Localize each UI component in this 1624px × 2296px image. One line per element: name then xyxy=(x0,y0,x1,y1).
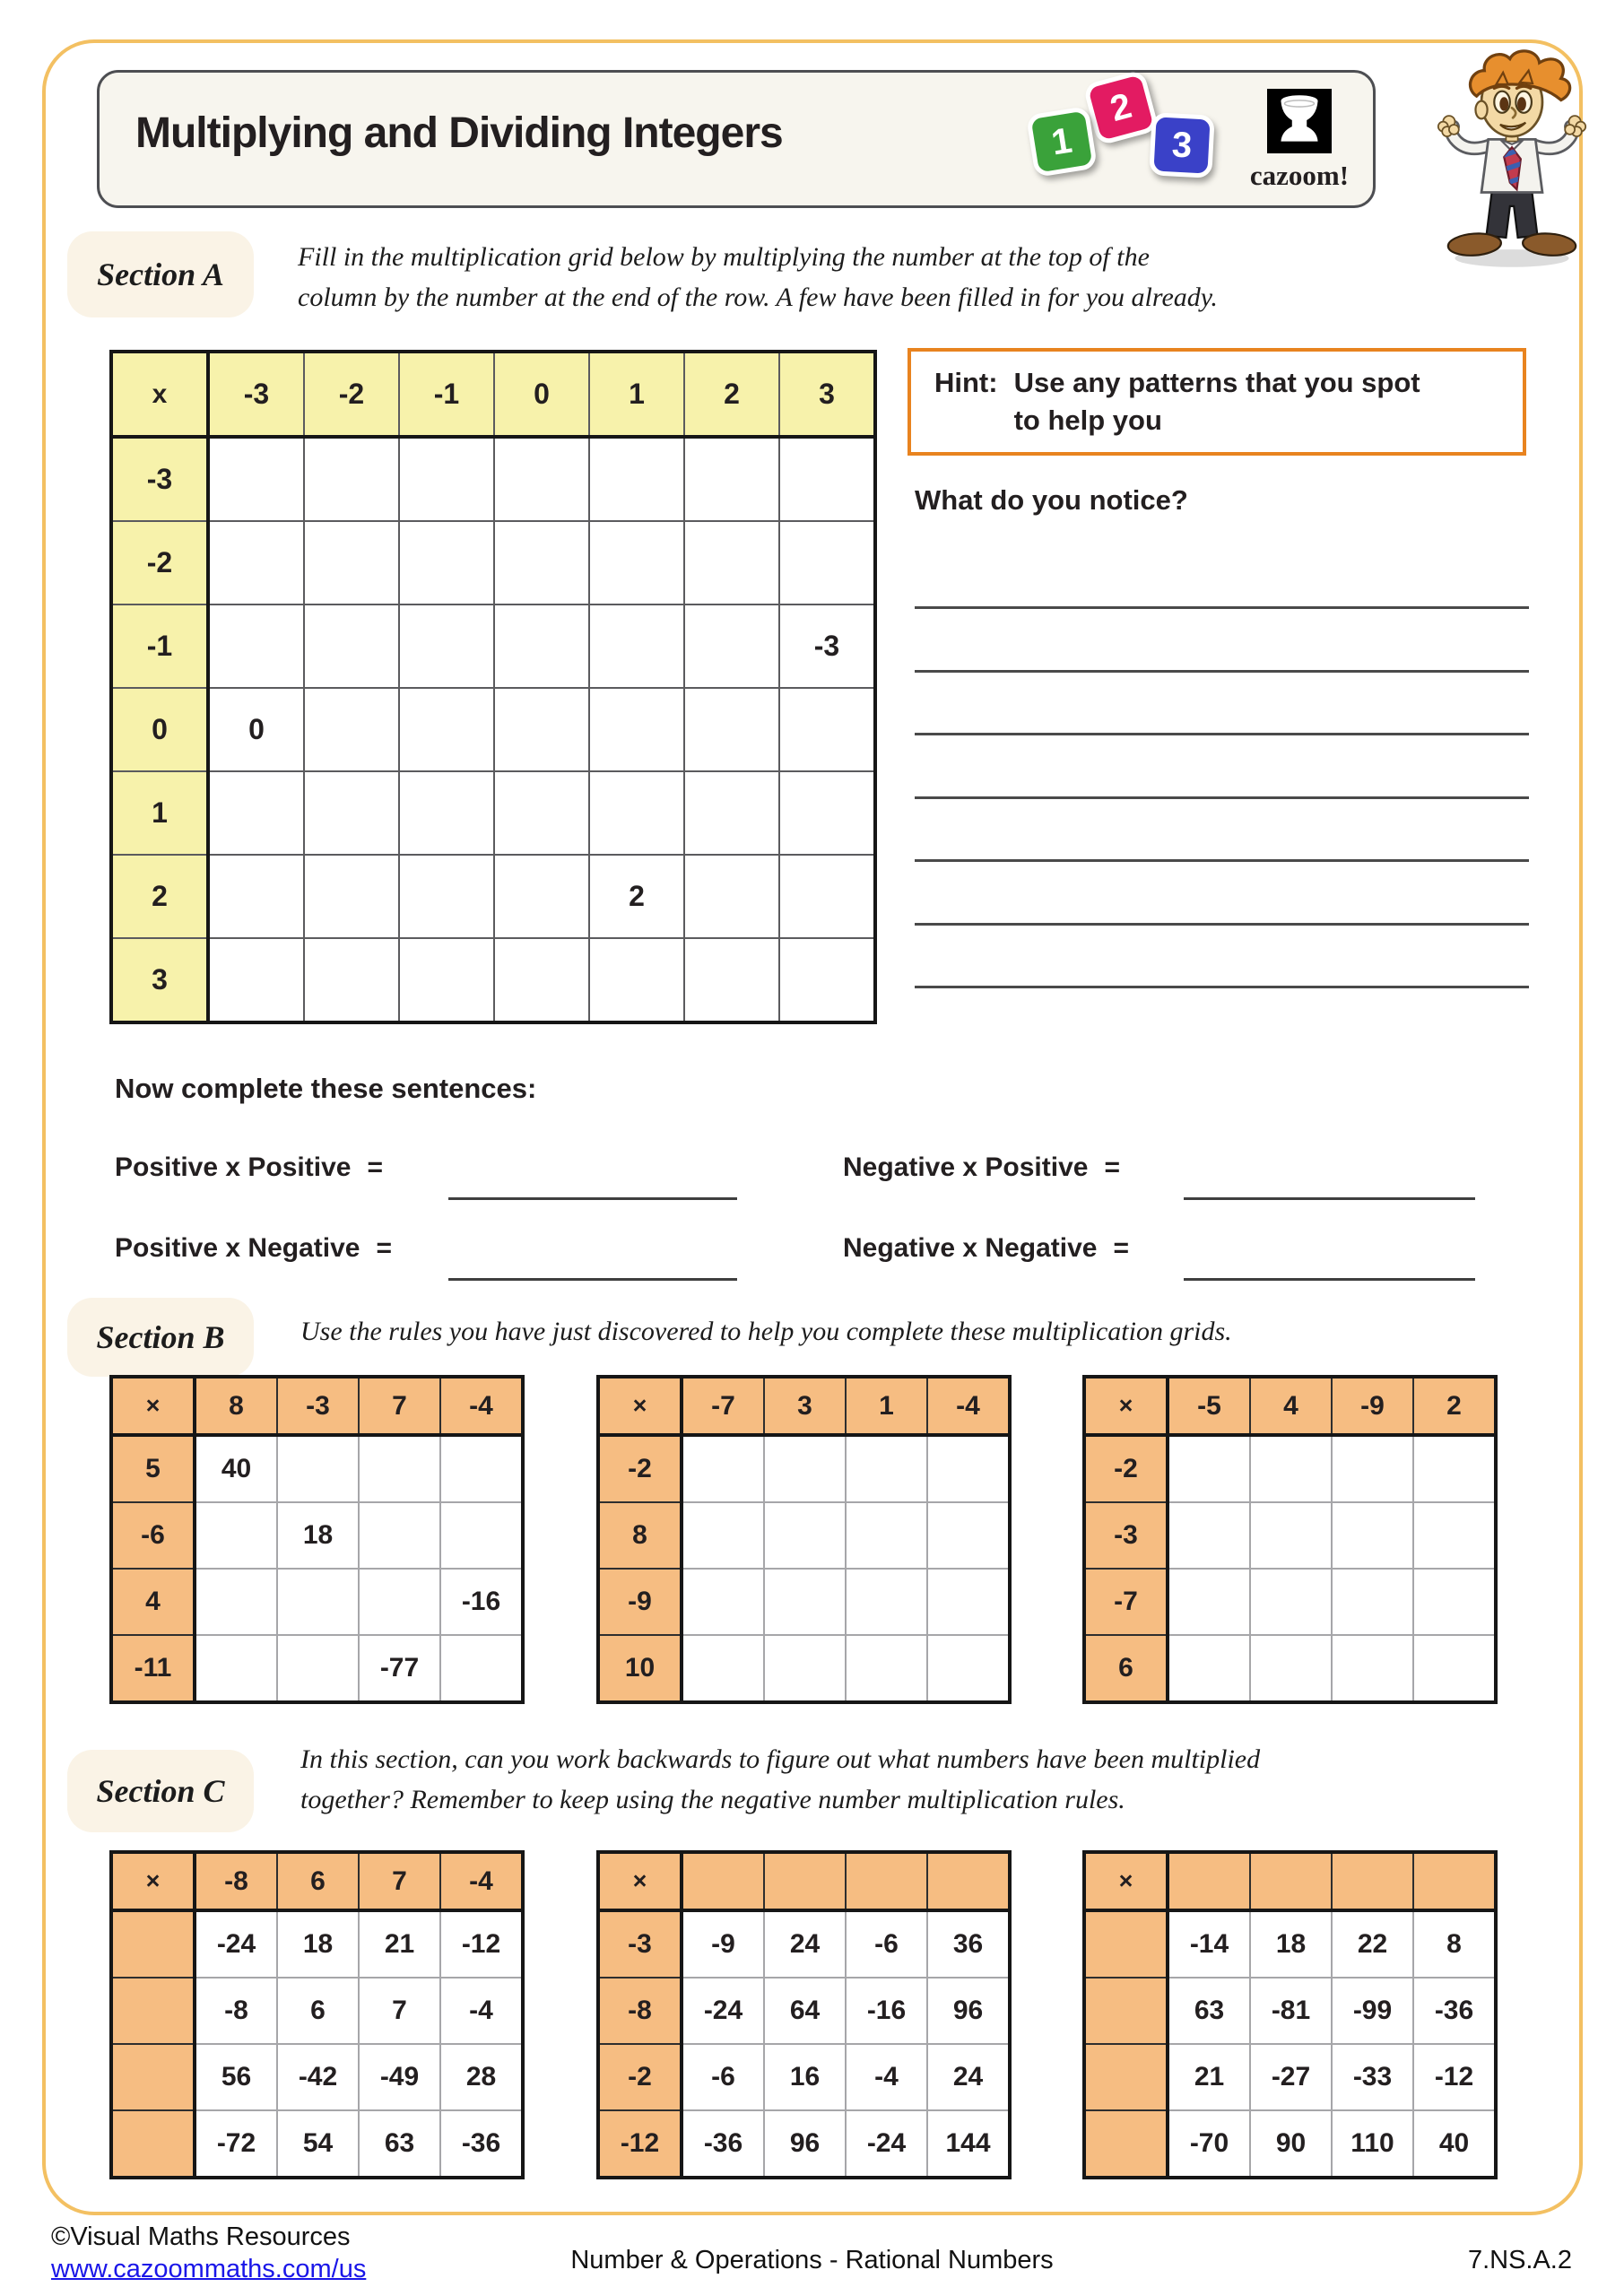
row-header-cell: -2 xyxy=(598,2044,682,2110)
filled-answer-cell: -4 xyxy=(846,2044,927,2110)
column-header-cell: -4 xyxy=(927,1377,1010,1435)
footer-website-link[interactable]: www.cazoommaths.com/us xyxy=(51,2255,367,2283)
filled-answer-cell: -36 xyxy=(440,2110,523,2178)
footer-copyright: ©Visual Maths Resources xyxy=(51,2222,351,2251)
blank-answer-cell xyxy=(1168,1435,1250,1502)
hint-text xyxy=(1014,364,1420,439)
column-header-cell: 1 xyxy=(846,1377,927,1435)
blank-answer-cell xyxy=(494,437,589,521)
filled-answer-cell: 16 xyxy=(764,2044,846,2110)
column-header-cell: -1 xyxy=(399,352,494,437)
filled-answer-cell: 0 xyxy=(208,688,304,771)
footer-standard-code: 7.NS.A.2 xyxy=(1467,2246,1572,2274)
blank-answer-cell xyxy=(399,437,494,521)
column-header-cell xyxy=(1332,1852,1413,1910)
blank-answer-cell xyxy=(684,771,779,855)
blank-answer-cell xyxy=(779,437,875,521)
column-header-cell: 2 xyxy=(1413,1377,1496,1435)
blank-answer-cell xyxy=(846,1435,927,1502)
row-header-cell: 3 xyxy=(111,938,208,1022)
blank-answer-cell xyxy=(1332,1569,1413,1635)
column-header-cell: 4 xyxy=(1250,1377,1332,1435)
answer-line xyxy=(915,859,1529,862)
blank-answer-cell xyxy=(195,1502,277,1569)
filled-answer-cell: 64 xyxy=(764,1978,846,2044)
row-header-cell xyxy=(111,1978,195,2044)
blank-answer-cell xyxy=(277,1635,359,1702)
answer-line xyxy=(915,796,1529,799)
row-header-cell: -7 xyxy=(1084,1569,1168,1635)
filled-answer-cell: -36 xyxy=(682,2110,764,2178)
sentence-negative-x-negative xyxy=(843,1233,1129,1264)
filled-answer-cell: 56 xyxy=(195,2044,277,2110)
section-c-grid-1 xyxy=(109,1850,525,2179)
filled-answer-cell: -12 xyxy=(1413,2044,1496,2110)
column-header-cell: -9 xyxy=(1332,1377,1413,1435)
section-b-label: Section B xyxy=(67,1298,254,1377)
sentence-text: Negative x Positive xyxy=(843,1152,1089,1182)
blank-answer-cell xyxy=(589,604,684,688)
blank-answer-cell xyxy=(779,938,875,1022)
row-header-cell: -3 xyxy=(598,1910,682,1978)
filled-answer-cell: 110 xyxy=(1332,2110,1413,2178)
section-b-grid-3 xyxy=(1082,1375,1498,1704)
filled-answer-cell: 24 xyxy=(927,2044,1010,2110)
blank-answer-cell xyxy=(927,1502,1010,1569)
blank-answer-cell xyxy=(1413,1635,1496,1702)
answer-line xyxy=(1184,1278,1475,1281)
blank-answer-cell xyxy=(764,1435,846,1502)
operator-cell: × xyxy=(1084,1852,1168,1910)
blank-answer-cell xyxy=(440,1435,523,1502)
sentence-text: Positive x Negative xyxy=(115,1233,360,1263)
number-block-3: 3 xyxy=(1149,112,1215,178)
blank-answer-cell xyxy=(764,1635,846,1702)
column-header-cell xyxy=(682,1852,764,1910)
filled-answer-cell: -16 xyxy=(440,1569,523,1635)
blank-answer-cell xyxy=(208,938,304,1022)
number-block-1: 1 xyxy=(1026,106,1098,178)
blank-answer-cell xyxy=(208,771,304,855)
blank-answer-cell xyxy=(684,604,779,688)
column-header-cell xyxy=(1168,1852,1250,1910)
blank-answer-cell xyxy=(1332,1435,1413,1502)
filled-answer-cell: 54 xyxy=(277,2110,359,2178)
blank-answer-cell xyxy=(589,688,684,771)
answer-line xyxy=(915,670,1529,673)
column-header-cell: 6 xyxy=(277,1852,359,1910)
filled-answer-cell: 21 xyxy=(359,1910,440,1978)
answer-line xyxy=(915,986,1529,988)
row-header-cell: -11 xyxy=(111,1635,195,1702)
column-header-cell xyxy=(764,1852,846,1910)
hint-box xyxy=(908,348,1526,456)
filled-answer-cell: -3 xyxy=(779,604,875,688)
blank-answer-cell xyxy=(208,437,304,521)
blank-answer-cell xyxy=(277,1569,359,1635)
row-header-cell: 5 xyxy=(111,1435,195,1502)
row-header-cell: 8 xyxy=(598,1502,682,1569)
blank-answer-cell xyxy=(1250,1435,1332,1502)
instruction-line: Use the rules you have just discovered to help you complete these multiplication grids. xyxy=(300,1317,1232,1346)
cazoom-wordmark: cazoom! xyxy=(1249,160,1350,191)
filled-answer-cell: -16 xyxy=(846,1978,927,2044)
operator-cell: × xyxy=(598,1377,682,1435)
filled-answer-cell: 28 xyxy=(440,2044,523,2110)
column-header-cell: 2 xyxy=(684,352,779,437)
blank-answer-cell xyxy=(195,1635,277,1702)
answer-line xyxy=(1184,1197,1475,1200)
blank-answer-cell xyxy=(779,688,875,771)
blank-answer-cell xyxy=(684,437,779,521)
blank-answer-cell xyxy=(779,521,875,604)
filled-answer-cell: -36 xyxy=(1413,1978,1496,2044)
section-c-grid-3 xyxy=(1082,1850,1498,2179)
column-header-cell: -4 xyxy=(440,1377,523,1435)
operator-cell: × xyxy=(111,1852,195,1910)
hint-line: to help you xyxy=(1013,404,1162,436)
blank-answer-cell xyxy=(359,1435,440,1502)
filled-answer-cell: -70 xyxy=(1168,2110,1250,2178)
filled-answer-cell: -27 xyxy=(1250,2044,1332,2110)
instruction-line: column by the number at the end of the row. A few have been filled in for you already. xyxy=(298,283,1218,312)
row-header-cell: 6 xyxy=(1084,1635,1168,1702)
operator-cell: x xyxy=(111,352,208,437)
blank-answer-cell xyxy=(277,1435,359,1502)
column-header-cell: -4 xyxy=(440,1852,523,1910)
row-header-cell: -2 xyxy=(1084,1435,1168,1502)
blank-answer-cell xyxy=(440,1502,523,1569)
filled-answer-cell: -6 xyxy=(846,1910,927,1978)
blank-answer-cell xyxy=(208,521,304,604)
filled-answer-cell: -8 xyxy=(195,1978,277,2044)
blank-answer-cell xyxy=(399,521,494,604)
column-header-cell: 7 xyxy=(359,1377,440,1435)
blank-answer-cell xyxy=(494,938,589,1022)
row-header-cell xyxy=(111,2110,195,2178)
equals-sign: = xyxy=(1104,1152,1120,1182)
filled-answer-cell: 40 xyxy=(1413,2110,1496,2178)
row-header-cell xyxy=(1084,1910,1168,1978)
equals-sign: = xyxy=(376,1233,392,1263)
section-c-grid-2 xyxy=(596,1850,1012,2179)
blank-answer-cell xyxy=(1413,1569,1496,1635)
filled-answer-cell: -49 xyxy=(359,2044,440,2110)
answer-line xyxy=(915,606,1529,609)
column-header-cell: 1 xyxy=(589,352,684,437)
filled-answer-cell: -4 xyxy=(440,1978,523,2044)
blank-answer-cell xyxy=(589,771,684,855)
notice-answer-lines xyxy=(915,606,1529,1037)
filled-answer-cell: 96 xyxy=(764,2110,846,2178)
blank-answer-cell xyxy=(1250,1569,1332,1635)
section-b-grid-2 xyxy=(596,1375,1012,1704)
section-a-instruction xyxy=(298,237,1218,317)
header-title-box xyxy=(97,70,1376,208)
blank-answer-cell xyxy=(494,521,589,604)
filled-answer-cell: -77 xyxy=(359,1635,440,1702)
row-header-cell: -9 xyxy=(598,1569,682,1635)
notice-question: What do you notice? xyxy=(915,484,1188,516)
blank-answer-cell xyxy=(927,1635,1010,1702)
section-a-multiplication-grid xyxy=(109,350,877,1024)
equals-sign: = xyxy=(367,1152,383,1182)
sentences-heading: Now complete these sentences: xyxy=(115,1073,537,1104)
hint-label: Hint: xyxy=(934,367,998,398)
column-header-cell: 8 xyxy=(195,1377,277,1435)
blank-answer-cell xyxy=(684,521,779,604)
row-header-cell: 0 xyxy=(111,688,208,771)
hint-line: Use any patterns that you spot xyxy=(1013,367,1420,398)
instruction-line: In this section, can you work backwards to figure out what numbers have been multiplied xyxy=(300,1744,1261,1774)
mascot-illustration xyxy=(1410,43,1614,269)
multiplication-table xyxy=(1082,1850,1498,2179)
row-header-cell: -12 xyxy=(598,2110,682,2178)
column-header-cell: 0 xyxy=(494,352,589,437)
blank-answer-cell xyxy=(1332,1502,1413,1569)
column-header-cell: -2 xyxy=(304,352,399,437)
filled-answer-cell: 96 xyxy=(927,1978,1010,2044)
filled-answer-cell: 63 xyxy=(359,2110,440,2178)
blank-answer-cell xyxy=(440,1635,523,1702)
blank-answer-cell xyxy=(1168,1569,1250,1635)
blank-answer-cell xyxy=(494,604,589,688)
filled-answer-cell: 24 xyxy=(764,1910,846,1978)
blank-answer-cell xyxy=(927,1569,1010,1635)
filled-answer-cell: 8 xyxy=(1413,1910,1496,1978)
operator-cell: × xyxy=(111,1377,195,1435)
answer-line xyxy=(448,1197,737,1200)
blank-answer-cell xyxy=(764,1502,846,1569)
blank-answer-cell xyxy=(1413,1502,1496,1569)
blank-answer-cell xyxy=(1250,1635,1332,1702)
filled-answer-cell: -12 xyxy=(440,1910,523,1978)
blank-answer-cell xyxy=(399,855,494,938)
row-header-cell xyxy=(111,2044,195,2110)
row-header-cell: -8 xyxy=(598,1978,682,2044)
row-header-cell xyxy=(111,1910,195,1978)
filled-answer-cell: 21 xyxy=(1168,2044,1250,2110)
filled-answer-cell: 90 xyxy=(1250,2110,1332,2178)
column-header-cell xyxy=(846,1852,927,1910)
blank-answer-cell xyxy=(1168,1635,1250,1702)
filled-answer-cell: -33 xyxy=(1332,2044,1413,2110)
blank-answer-cell xyxy=(304,521,399,604)
blank-answer-cell xyxy=(589,437,684,521)
filled-answer-cell: -24 xyxy=(846,2110,927,2178)
sentence-text: Negative x Negative xyxy=(843,1233,1098,1263)
blank-answer-cell xyxy=(684,855,779,938)
column-header-cell xyxy=(1413,1852,1496,1910)
blank-answer-cell xyxy=(304,938,399,1022)
row-header-cell: -2 xyxy=(598,1435,682,1502)
cazoom-logo xyxy=(1246,89,1353,192)
row-header-cell: -3 xyxy=(1084,1502,1168,1569)
column-header-cell: 3 xyxy=(779,352,875,437)
row-header-cell: -1 xyxy=(111,604,208,688)
blank-answer-cell xyxy=(399,688,494,771)
answer-line xyxy=(448,1278,737,1281)
column-header-cell: -3 xyxy=(277,1377,359,1435)
filled-answer-cell: 18 xyxy=(277,1910,359,1978)
blank-answer-cell xyxy=(399,771,494,855)
row-header-cell xyxy=(1084,2110,1168,2178)
blank-answer-cell xyxy=(846,1569,927,1635)
column-header-cell: -5 xyxy=(1168,1377,1250,1435)
section-c-label: Section C xyxy=(67,1750,254,1832)
blank-answer-cell xyxy=(779,855,875,938)
blank-answer-cell xyxy=(359,1502,440,1569)
filled-answer-cell: -42 xyxy=(277,2044,359,2110)
blank-answer-cell xyxy=(359,1569,440,1635)
answer-line xyxy=(915,733,1529,735)
row-header-cell: 1 xyxy=(111,771,208,855)
multiplication-table xyxy=(109,1375,525,1704)
filled-answer-cell: -99 xyxy=(1332,1978,1413,2044)
filled-answer-cell: -14 xyxy=(1168,1910,1250,1978)
filled-answer-cell: 2 xyxy=(589,855,684,938)
row-header-cell xyxy=(1084,2044,1168,2110)
row-header-cell: -6 xyxy=(111,1502,195,1569)
number-block-2: 2 xyxy=(1082,69,1159,146)
blank-answer-cell xyxy=(1332,1635,1413,1702)
blank-answer-cell xyxy=(304,855,399,938)
equals-sign: = xyxy=(1113,1233,1129,1263)
column-header-cell: 3 xyxy=(764,1377,846,1435)
filled-answer-cell: 6 xyxy=(277,1978,359,2044)
filled-answer-cell: 18 xyxy=(277,1502,359,1569)
instruction-line: Fill in the multiplication grid below by multiplying the number at the top of the xyxy=(298,242,1150,272)
multiplication-table xyxy=(1082,1375,1498,1704)
djembe-drum-icon xyxy=(1267,89,1332,153)
blank-answer-cell xyxy=(195,1569,277,1635)
blank-answer-cell xyxy=(304,437,399,521)
column-header-cell xyxy=(927,1852,1010,1910)
column-header-cell: 7 xyxy=(359,1852,440,1910)
row-header-cell: -2 xyxy=(111,521,208,604)
blank-answer-cell xyxy=(1250,1502,1332,1569)
blank-answer-cell xyxy=(846,1502,927,1569)
filled-answer-cell: 40 xyxy=(195,1435,277,1502)
filled-answer-cell: -81 xyxy=(1250,1978,1332,2044)
filled-answer-cell: -24 xyxy=(195,1910,277,1978)
filled-answer-cell: 144 xyxy=(927,2110,1010,2178)
sentence-negative-x-positive xyxy=(843,1152,1120,1183)
blank-answer-cell xyxy=(684,688,779,771)
section-c-instruction xyxy=(300,1739,1260,1820)
column-header-cell: -3 xyxy=(208,352,304,437)
blank-answer-cell xyxy=(589,938,684,1022)
sentence-positive-x-positive xyxy=(115,1152,383,1183)
filled-answer-cell: 18 xyxy=(1250,1910,1332,1978)
blank-answer-cell xyxy=(927,1435,1010,1502)
section-a-label: Section A xyxy=(67,231,254,317)
multiplication-table xyxy=(109,350,877,1024)
row-header-cell: 10 xyxy=(598,1635,682,1702)
filled-answer-cell: -72 xyxy=(195,2110,277,2178)
filled-answer-cell: 7 xyxy=(359,1978,440,2044)
filled-answer-cell: -9 xyxy=(682,1910,764,1978)
page-title: Multiplying and Dividing Integers xyxy=(135,109,783,157)
sentence-text: Positive x Positive xyxy=(115,1152,352,1182)
blank-answer-cell xyxy=(589,521,684,604)
instruction-line: together? Remember to keep using the negative number multiplication rules. xyxy=(300,1785,1125,1814)
filled-answer-cell: 22 xyxy=(1332,1910,1413,1978)
answer-line xyxy=(915,923,1529,926)
filled-answer-cell: 36 xyxy=(927,1910,1010,1978)
blank-answer-cell xyxy=(399,604,494,688)
sentence-positive-x-negative xyxy=(115,1233,392,1264)
blank-answer-cell xyxy=(764,1569,846,1635)
blank-answer-cell xyxy=(682,1502,764,1569)
multiplication-table xyxy=(596,1850,1012,2179)
column-header-cell: -7 xyxy=(682,1377,764,1435)
multiplication-table xyxy=(596,1375,1012,1704)
blank-answer-cell xyxy=(494,771,589,855)
filled-answer-cell: 63 xyxy=(1168,1978,1250,2044)
operator-cell: × xyxy=(598,1852,682,1910)
row-header-cell xyxy=(1084,1978,1168,2044)
blank-answer-cell xyxy=(208,855,304,938)
filled-answer-cell: -24 xyxy=(682,1978,764,2044)
operator-cell: × xyxy=(1084,1377,1168,1435)
row-header-cell: -3 xyxy=(111,437,208,521)
blank-answer-cell xyxy=(682,1635,764,1702)
blank-answer-cell xyxy=(846,1635,927,1702)
blank-answer-cell xyxy=(1413,1435,1496,1502)
row-header-cell: 2 xyxy=(111,855,208,938)
blank-answer-cell xyxy=(494,855,589,938)
blank-answer-cell xyxy=(304,604,399,688)
column-header-cell xyxy=(1250,1852,1332,1910)
blank-answer-cell xyxy=(682,1569,764,1635)
blank-answer-cell xyxy=(684,938,779,1022)
blank-answer-cell xyxy=(304,688,399,771)
footer-topic: Number & Operations - Rational Numbers xyxy=(570,2246,1054,2274)
blank-answer-cell xyxy=(779,771,875,855)
blank-answer-cell xyxy=(1168,1502,1250,1569)
section-b-instruction xyxy=(300,1311,1232,1352)
blank-answer-cell xyxy=(304,771,399,855)
multiplication-table xyxy=(109,1850,525,2179)
blank-answer-cell xyxy=(208,604,304,688)
blank-answer-cell xyxy=(494,688,589,771)
row-header-cell: 4 xyxy=(111,1569,195,1635)
filled-answer-cell: -6 xyxy=(682,2044,764,2110)
column-header-cell: -8 xyxy=(195,1852,277,1910)
blank-answer-cell xyxy=(399,938,494,1022)
section-b-grid-1 xyxy=(109,1375,525,1704)
blank-answer-cell xyxy=(682,1435,764,1502)
